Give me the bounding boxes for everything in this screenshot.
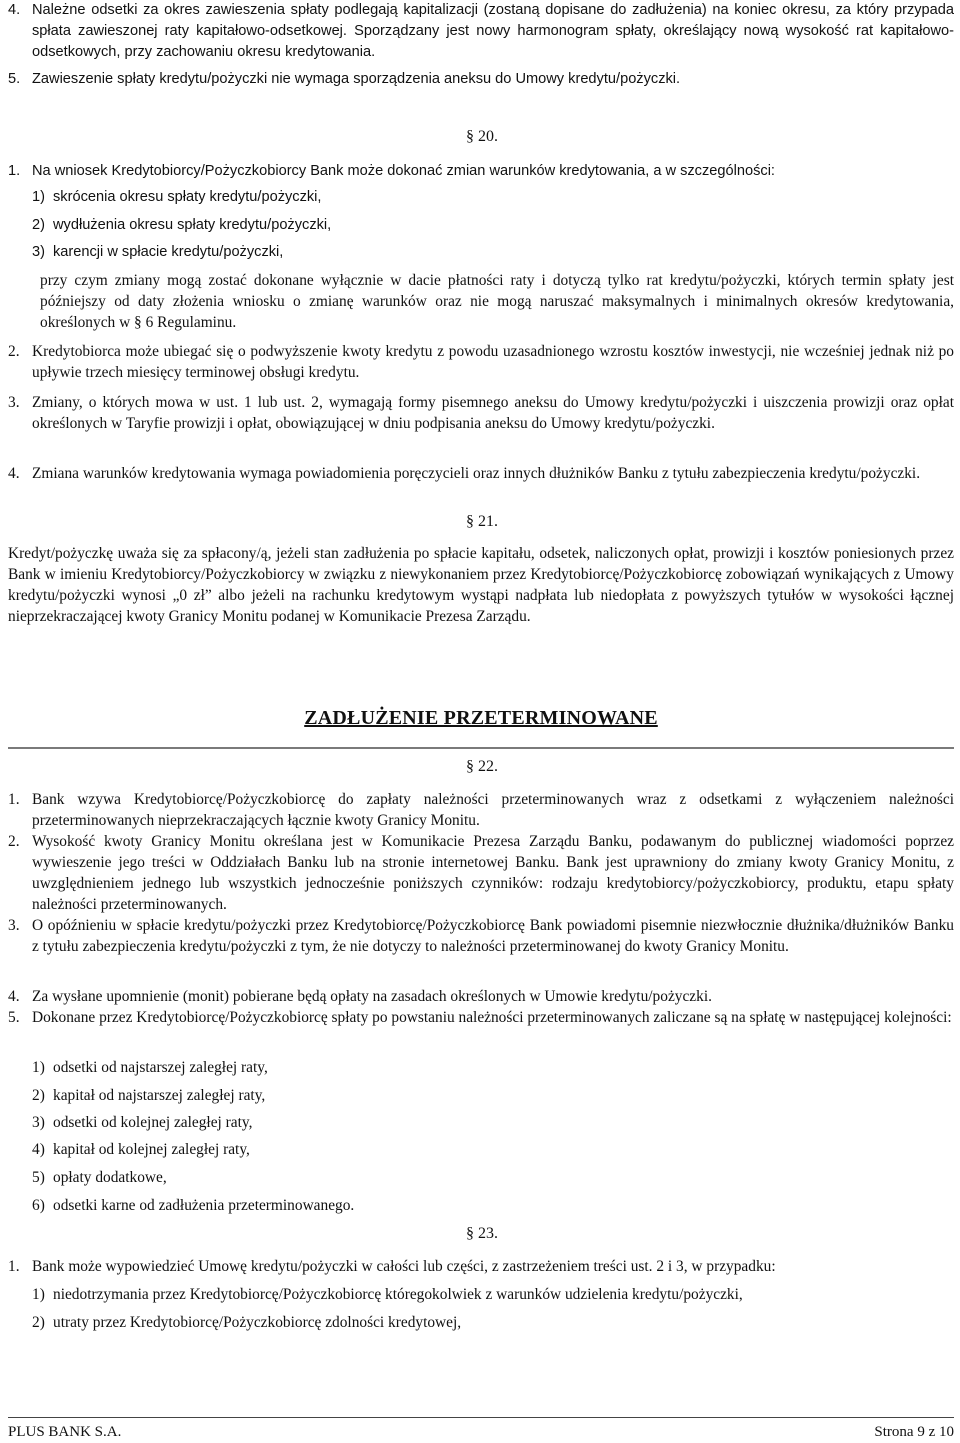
paragraph-5-intro xyxy=(8,69,954,90)
s20-paragraph-2 xyxy=(8,341,954,383)
paragraph-text: Bank może wypowiedzieć Umowę kredytu/pożyczki w całości lub części, z zastrzeżeniem treści ust. 2 i 3, w przypadku: xyxy=(32,1258,776,1275)
s23-paragraph-1 xyxy=(8,1256,954,1277)
paragraph-number: 1. xyxy=(8,163,21,179)
s22-paragraph-5 xyxy=(8,1007,954,1028)
section-23-label: § 23. xyxy=(466,1225,498,1242)
paragraph-text: Należne odsetki za okres zawieszenia spłaty podlegają kapitalizacji (zostaną dopisane do zadłużenia) na koniec okresu, za który przypada spłata zawieszonej raty kapitałowo-odsetkowej. Sporządzany jest nowy harmonogram spłaty, określający nową wysokość rat kapitałowo-odsetkowych, przy zachowaniu okresu kredytowania. xyxy=(32,2,954,60)
s22-paragraph-3 xyxy=(8,915,954,957)
paragraph-number: 1. xyxy=(8,791,20,808)
footer-page-number: Strona 9 z 10 xyxy=(874,1424,954,1440)
s20-paragraph-3 xyxy=(8,392,954,434)
list-item: 1) skrócenia okresu spłaty kredytu/pożyczki, xyxy=(32,189,322,205)
paragraph-number: 4. xyxy=(8,465,20,482)
s22-paragraph-2 xyxy=(8,831,954,915)
section-heading: ZADŁUŻENIE PRZETERMINOWANE xyxy=(304,707,658,729)
s22-paragraph-4 xyxy=(8,986,954,1007)
list-item: 5) opłaty dodatkowe, xyxy=(32,1169,167,1186)
list-item: 1) odsetki od najstarszej zaległej raty, xyxy=(32,1059,268,1076)
paragraph-number: 1. xyxy=(8,1258,20,1275)
list-item: 3) karencji w spłacie kredytu/pożyczki, xyxy=(32,244,284,260)
s20-paragraph-1 xyxy=(8,161,954,182)
paragraph-number: 4. xyxy=(8,2,21,18)
heading-rule xyxy=(8,747,954,749)
paragraph-text: Zmiana warunków kredytowania wymaga powiadomienia poręczycieli oraz innych dłużników Banku z tytułu zabezpieczenia kredytu/pożyczki. xyxy=(32,465,921,482)
list-item: 1) niedotrzymania przez Kredytobiorcę/Pożyczkobiorcę któregokolwiek z warunków udzielenia kredytu/pożyczki, xyxy=(32,1286,743,1303)
s22-paragraph-1 xyxy=(8,789,954,831)
list-item: 4) kapitał od kolejnej zaległej raty, xyxy=(32,1141,250,1158)
paragraph-number: 2. xyxy=(8,833,20,850)
list-item: 2) utraty przez Kredytobiorcę/Pożyczkobiorcę zdolności kredytowej, xyxy=(32,1314,462,1331)
paragraph-text: O opóźnieniu w spłacie kredytu/pożyczki przez Kredytobiorcę/Pożyczkobiorcę Bank powiadomi pisemnie niezwłocznie dłużnika/dłużników Banku z tytułu zabezpieczenia kredytu/pożyczki z tym, że nie dotyczy to należności przeterminowanej do kwoty Granicy Monitu. xyxy=(32,917,954,955)
s20-tail-text: przy czym zmiany mogą zostać dokonane wyłącznie w dacie płatności raty i dotyczą tylko rat kredytu/pożyczki, których termin spłaty jest późniejszy od daty złożenia wniosku o zmianę warunków oraz nie mogą naruszać maksymalnych i minimalnych okresów kredytowania, określonych w § 6 Regulaminu. xyxy=(40,272,954,331)
paragraph-number: 5. xyxy=(8,71,21,87)
footer-company: PLUS BANK S.A. xyxy=(8,1424,122,1440)
section-21-label: § 21. xyxy=(466,513,498,530)
list-item: 3) odsetki od kolejnej zaległej raty, xyxy=(32,1114,253,1131)
paragraph-4-intro xyxy=(8,0,954,63)
section-22-label: § 22. xyxy=(466,758,498,775)
paragraph-text: Bank wzywa Kredytobiorcę/Pożyczkobiorcę do zapłaty należności przeterminowanych wraz z odsetkami z wyłączeniem należności przeterminowanych nieprzekraczających łącznie kwoty Granicy Monitu. xyxy=(32,791,954,829)
paragraph-number: 4. xyxy=(8,988,20,1005)
list-item: 2) wydłużenia okresu spłaty kredytu/pożyczki, xyxy=(32,217,332,233)
paragraph-text: Kredytobiorca może ubiegać się o podwyższenie kwoty kredytu z powodu uzasadnionego wzrostu kosztów inwestycji, nie wcześniej jednak niż po upływie trzech miesięcy terminowej obsługi kredytu. xyxy=(32,343,954,381)
document-page xyxy=(8,0,954,1440)
paragraph-number: 3. xyxy=(8,917,20,934)
paragraph-number: 3. xyxy=(8,394,20,411)
paragraph-text: Na wniosek Kredytobiorcy/Pożyczkobiorcy Bank może dokonać zmian warunków kredytowania, a w szczególności: xyxy=(32,163,775,179)
paragraph-text: Za wysłane upomnienie (monit) pobierane będą opłaty na zasadach określonych w Umowie kredytu/pożyczki. xyxy=(32,988,712,1005)
paragraph-number: 2. xyxy=(8,343,20,360)
paragraph-text: Wysokość kwoty Granicy Monitu określana jest w Komunikacie Prezesa Zarządu Banku, podawanym do publicznej wiadomości poprzez wywieszenie jego treści w Oddziałach Banku lub na stronie internetowej Banku. Bank jest uprawniony do zmiany kwoty Granicy Monitu, z uwzględnieniem jednego lub wszystkich jednocześnie poniższych czynników: rodzaju kredytobiorcy/pożyczkobiorcy, produktu, etapu spłaty należności przeterminowanych. xyxy=(32,833,954,913)
paragraph-number: 5. xyxy=(8,1009,20,1026)
paragraph-text: Dokonane przez Kredytobiorcę/Pożyczkobiorcę spłaty po powstaniu należności przeterminowanych zaliczane są na spłatę w następującej kolejności: xyxy=(32,1009,952,1026)
paragraph-text: Zmiany, o których mowa w ust. 1 lub ust. 2, wymagają formy pisemnego aneksu do Umowy kredytu/pożyczki i uiszczenia prowizji oraz opłat określonych w Taryfie prowizji i opłat, obowiązującej w dniu podpisania aneksu do Umowy kredytu/pożyczki. xyxy=(32,394,954,432)
section-20-label: § 20. xyxy=(466,128,498,145)
footer-rule xyxy=(8,1417,954,1418)
list-item: 2) kapitał od najstarszej zaległej raty, xyxy=(32,1087,266,1104)
s21-paragraph: Kredyt/pożyczkę uważa się za spłacony/ą, jeżeli stan zadłużenia po spłacie kapitału, odsetek, naliczonych opłat, prowizji i kosztów poniesionych przez Bank w imieniu Kredytobiorcy/Pożyczkobiorcy w związku z niewykonaniem przez Kredytobiorcę/Pożyczkobiorcę zobowiązań wynikających z Umowy kredytu/pożyczki wynosi „0 zł” albo jeżeli na rachunku kredytowym wystąpi nadpłata lub niedopłata z powyższych tytułów w wysokości łącznej nieprzekraczającej kwoty Granicy Monitu podanej w Komunikacie Prezesa Zarządu. xyxy=(8,545,954,625)
list-item: 6) odsetki karne od zadłużenia przeterminowanego. xyxy=(32,1197,355,1214)
paragraph-text: Zawieszenie spłaty kredytu/pożyczki nie wymaga sporządzenia aneksu do Umowy kredytu/pożyczki. xyxy=(32,71,681,87)
s20-paragraph-4 xyxy=(8,463,954,484)
